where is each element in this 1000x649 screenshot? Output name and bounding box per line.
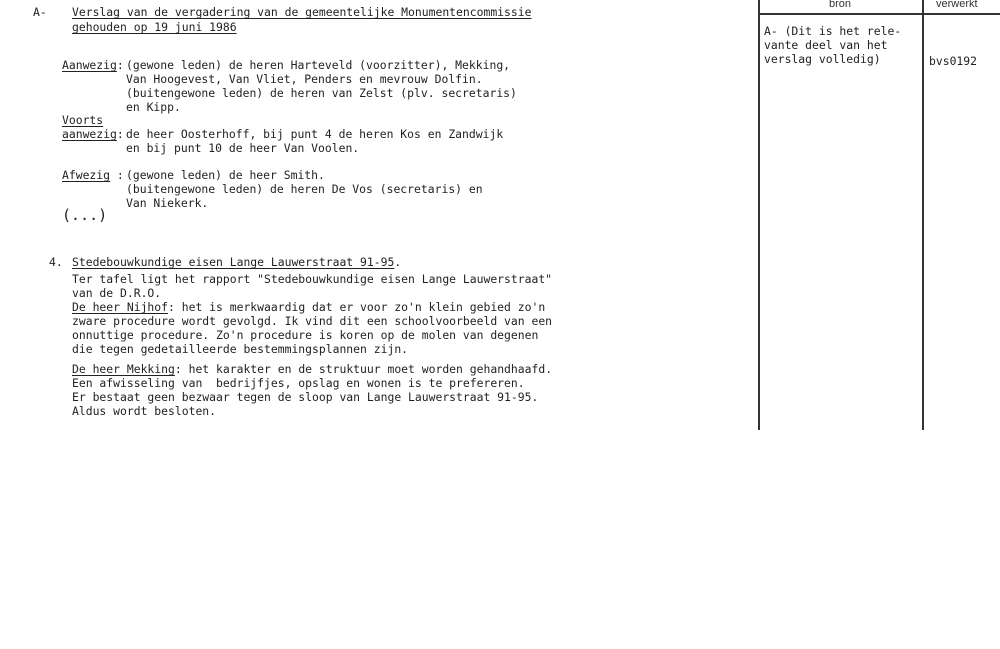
absent-line: (buitengewone leden) de heren De Vos (secretaris) en	[126, 182, 483, 196]
present-line: Van Hoogevest, Van Vliet, Penders en mevrouw Dolfin.	[126, 72, 483, 86]
processed-code: bvs0192	[929, 54, 978, 68]
header-source: bron	[829, 0, 852, 10]
section-marker: A-	[33, 5, 47, 19]
speaker-nijhof-line: De heer Nijhof: het is merkwaardig dat er voor zo'n klein gebied zo'n	[72, 300, 546, 314]
paragraph-line: onnuttige procedure. Zo'n procedure is koren op de molen van degenen	[72, 328, 539, 342]
absent-line: Van Niekerk.	[126, 196, 209, 210]
table-divider	[922, 0, 924, 430]
header-processed: verwerkt	[936, 0, 978, 10]
section-number: 4.	[49, 255, 63, 269]
source-note: verslag volledig)	[764, 52, 881, 66]
source-note: A- (Dit is het rele-	[764, 24, 902, 38]
paragraph-line: van de D.R.O.	[72, 286, 162, 300]
present-line: (gewone leden) de heren Harteveld (voorzitter), Mekking,	[126, 58, 511, 72]
present-label: Aanwezig:	[62, 58, 124, 72]
also-label: Voorts	[62, 113, 104, 127]
document-title-line-2: gehouden op 19 juni 1986	[72, 20, 237, 34]
table-header-rule	[758, 13, 1000, 15]
absent-line: (gewone leden) de heer Smith.	[126, 168, 325, 182]
paragraph-line: Een afwisseling van bedrijfjes, opslag en wonen is te prefereren.	[72, 376, 525, 390]
paragraph-line: Er bestaat geen bezwaar tegen de sloop van Lange Lauwerstraat 91-95.	[72, 390, 539, 404]
section-title: Stedebouwkundige eisen Lange Lauwerstraat 91-95.	[72, 255, 402, 269]
speaker-mekking-line: De heer Mekking: het karakter en de struktuur moet worden gehandhaafd.	[72, 362, 553, 376]
also-present-label: aanwezig:	[62, 127, 124, 141]
also-present-line: de heer Oosterhoff, bij punt 4 de heren Kos en Zandwijk	[126, 127, 504, 141]
absent-label: Afwezig :	[62, 168, 124, 182]
paragraph-line: Aldus wordt besloten.	[72, 404, 217, 418]
paragraph-line: Ter tafel ligt het rapport "Stedebouwkundige eisen Lange Lauwerstraat"	[72, 272, 553, 286]
document-title-line-1: Verslag van de vergadering van de gemeentelijke Monumentencommissie	[72, 5, 532, 19]
present-line: (buitengewone leden) de heren van Zelst (plv. secretaris)	[126, 86, 517, 100]
table-divider	[758, 0, 760, 430]
paragraph-line: zware procedure wordt gevolgd. Ik vind dit een schoolvoorbeeld van een	[72, 314, 553, 328]
also-present-line: en bij punt 10 de heer Van Voolen.	[126, 141, 360, 155]
ellipsis: (...)	[62, 206, 108, 224]
paragraph-line: die tegen gedetailleerde bestemmingsplannen zijn.	[72, 342, 409, 356]
source-note: vante deel van het	[764, 38, 888, 52]
present-line: en Kipp.	[126, 100, 181, 114]
